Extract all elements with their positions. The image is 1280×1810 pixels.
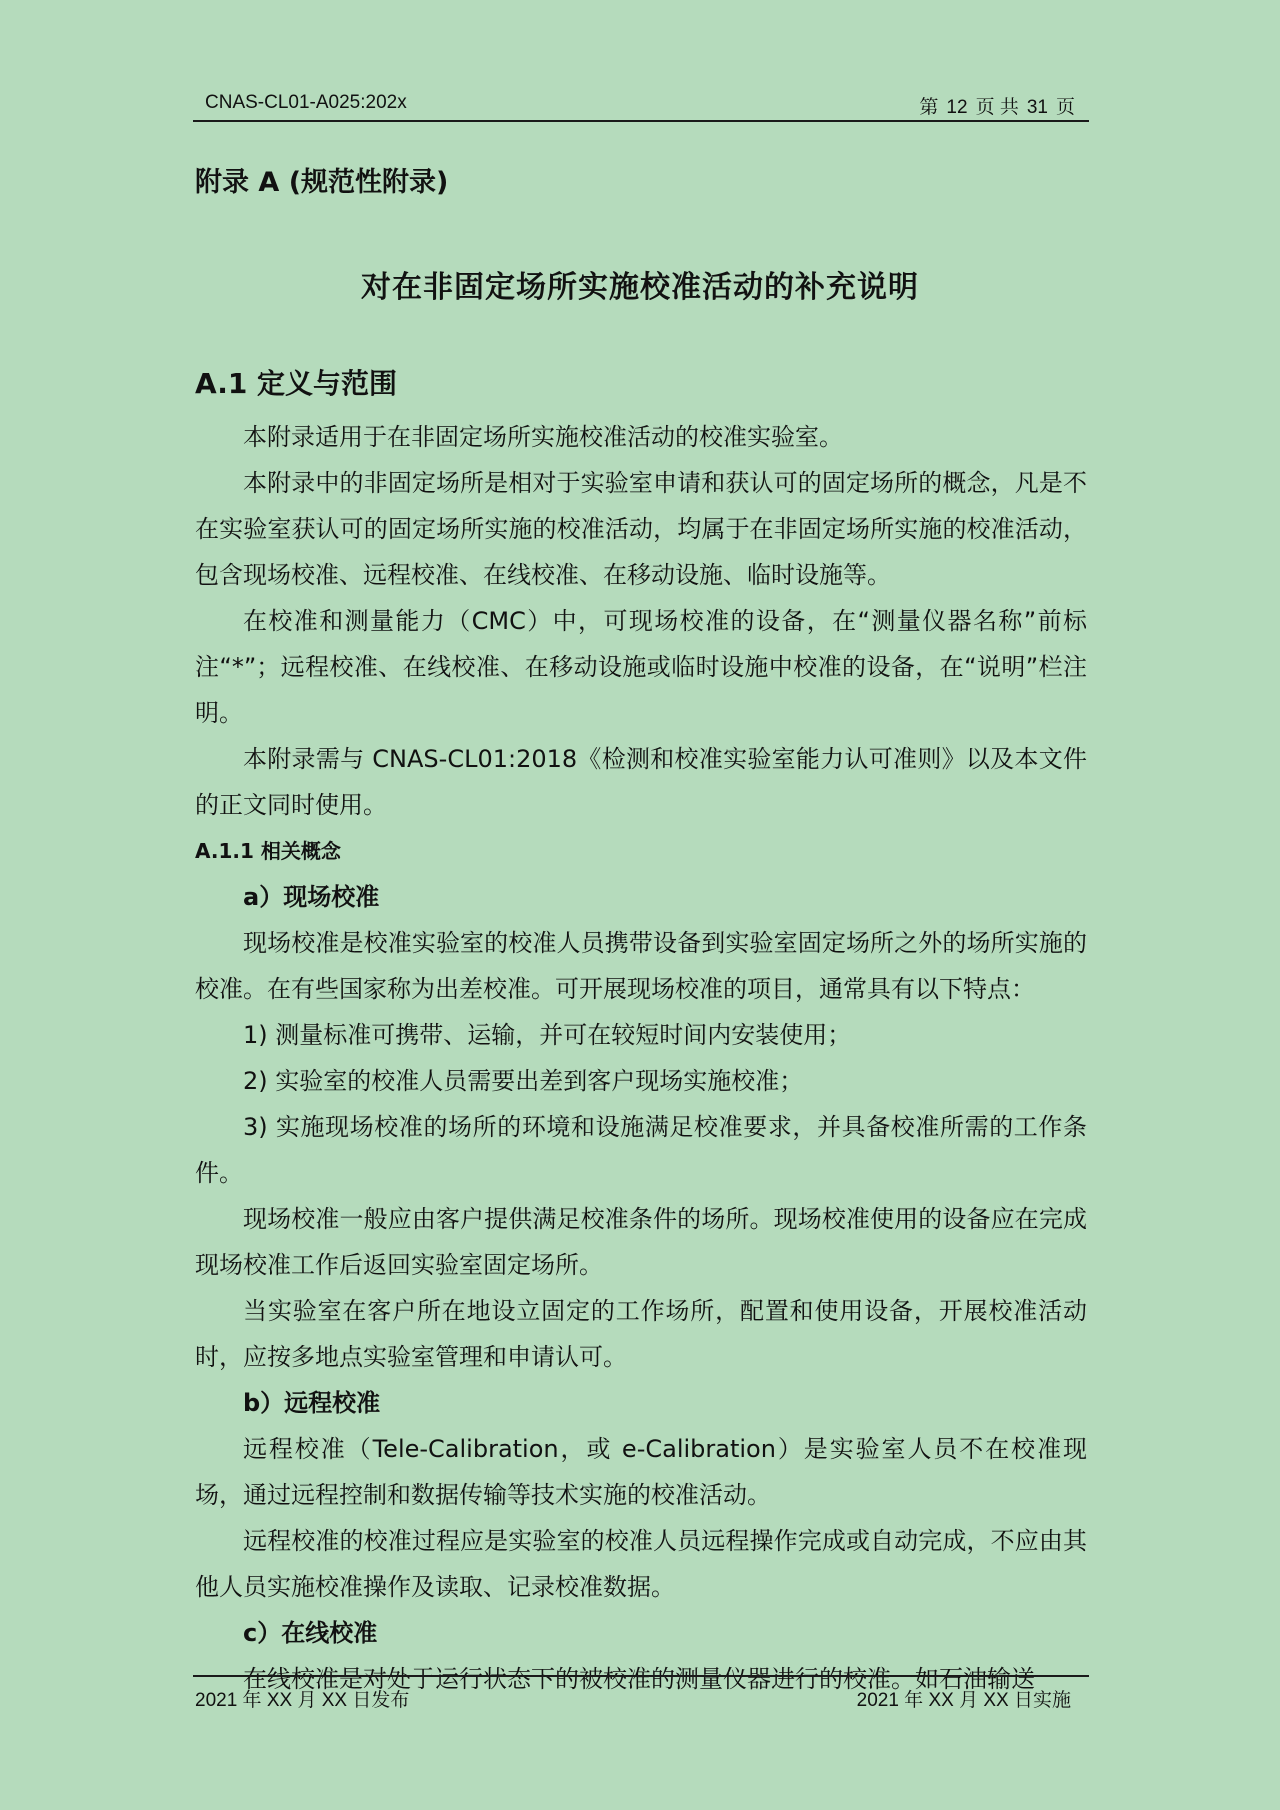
subsection-heading: A.1.1 相关概念 <box>195 839 341 863</box>
item-heading: a）现场校准 <box>243 883 380 911</box>
paragraph: 现场校准一般应由客户提供满足校准条件的场所。现场校准使用的设备应在完成现场校准工作后返回实验室固定场所。 <box>195 1205 1087 1279</box>
paragraph: 远程校准的校准过程应是实验室的校准人员远程操作完成或自动完成，不应由其他人员实施校准操作及读取、记录校准数据。 <box>195 1527 1087 1601</box>
paragraph: 在校准和测量能力（CMC）中，可现场校准的设备，在“测量仪器名称”前标注“*”；远程校准、在线校准、在移动设施或临时设施中校准的设备，在“说明”栏注明。 <box>195 607 1087 727</box>
paragraph: 在线校准是对处于运行状态下的被校准的测量仪器进行的校准。如石油输送 <box>243 1665 1035 1693</box>
paragraph: 当实验室在客户所在地设立固定的工作场所，配置和使用设备，开展校准活动时，应按多地点实验室管理和申请认可。 <box>195 1297 1087 1371</box>
page-title: 对在非固定场所实施校准活动的补充说明 <box>361 270 919 305</box>
list-item: 3) 实施现场校准的场所的环境和设施满足校准要求，并具备校准所需的工作条件。 <box>195 1113 1087 1187</box>
item-heading: b）远程校准 <box>243 1389 381 1417</box>
item-heading: c）在线校准 <box>243 1619 378 1647</box>
paragraph: 本附录中的非固定场所是相对于实验室申请和获认可的固定场所的概念，凡是不在实验室获认可的固定场所实施的校准活动，均属于在非固定场所实施的校准活动，包含现场校准、远程校准、在线校准、在移动设施、临时设施等。 <box>195 469 1087 589</box>
list-item: 2) 实验室的校准人员需要出差到客户现场实施校准； <box>243 1067 804 1095</box>
page-total: 31 <box>1026 97 1048 118</box>
document-body <box>195 414 1087 1702</box>
list-item: 1) 测量标准可携带、运输，并可在较短时间内安装使用； <box>243 1021 852 1049</box>
annex-title: 附录 A (规范性附录) <box>195 167 449 198</box>
page-mid: 页 共 <box>975 97 1019 118</box>
paragraph: 远程校准（Tele-Calibration，或 e-Calibration）是实验室人员不在校准现场，通过远程控制和数据传输等技术实施的校准活动。 <box>195 1435 1087 1509</box>
paragraph: 现场校准是校准实验室的校准人员携带设备到实验室固定场所之外的场所实施的校准。在有些国家称为出差校准。可开展现场校准的项目，通常具有以下特点： <box>195 929 1087 1003</box>
page-prefix: 第 <box>919 97 939 118</box>
document-code: CNAS-CL01-A025:202x <box>205 92 407 113</box>
page-current: 12 <box>946 97 968 118</box>
page-footer <box>193 1675 1089 1717</box>
issue-date: 2021 年 XX 月 XX 日发布 <box>195 1690 410 1711</box>
paragraph: 本附录适用于在非固定场所实施校准活动的校准实验室。 <box>243 423 843 451</box>
section-heading: A.1 定义与范围 <box>195 367 398 400</box>
page-suffix: 页 <box>1055 97 1075 118</box>
page-header <box>193 88 1089 122</box>
implementation-date: 2021 年 XX 月 XX 日实施 <box>856 1690 1071 1711</box>
page-number <box>915 92 1079 119</box>
paragraph: 本附录需与 CNAS-CL01:2018《检测和校准实验室能力认可准则》以及本文件的正文同时使用。 <box>195 745 1087 819</box>
